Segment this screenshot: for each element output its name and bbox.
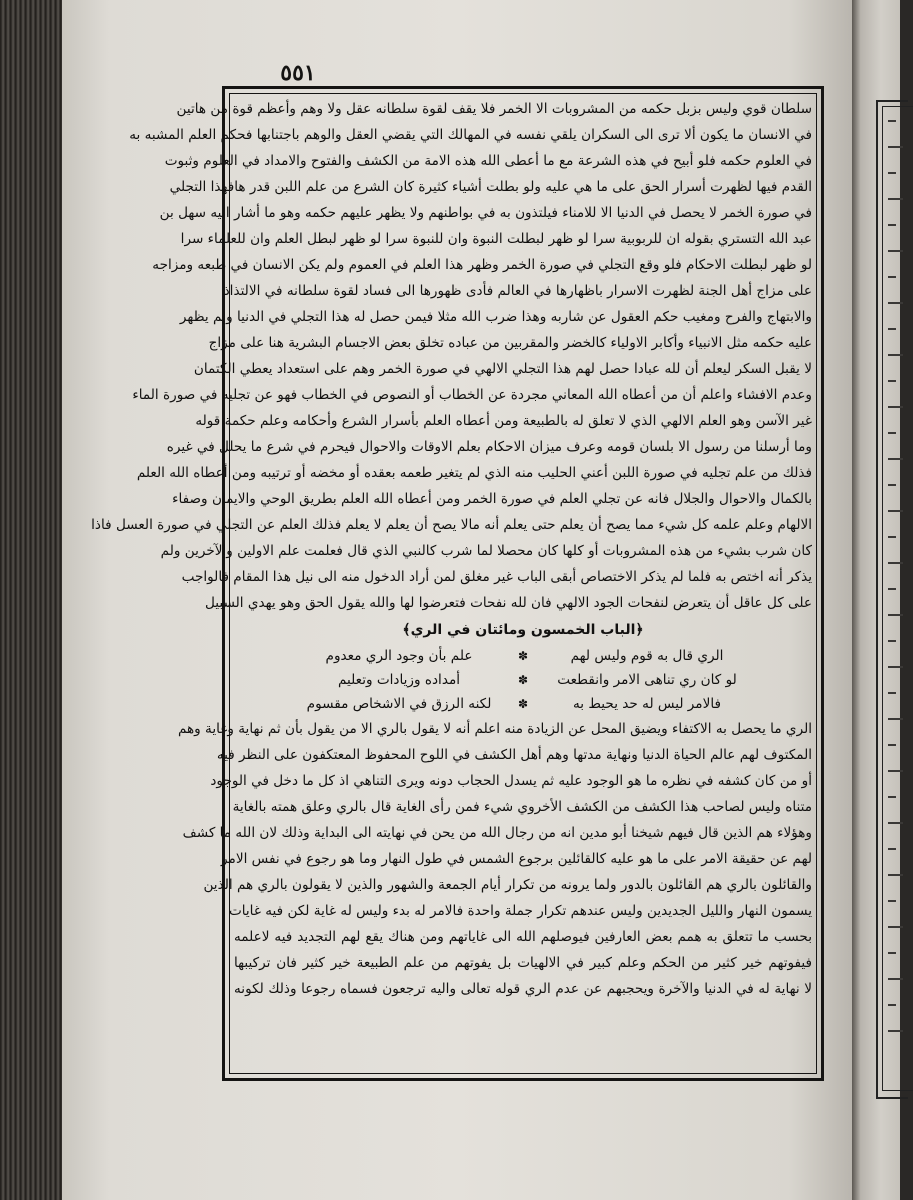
next-page-text-fragment — [888, 822, 903, 824]
body-text-part-one — [91, 96, 812, 616]
text-line: على كل عاقل أن يتعرض لنفحات الجود الالهي فان لله نفحات فتعرضوا لها والله يقول الحق وهو يهدي السبيل — [204, 595, 812, 611]
next-page-text-fragment — [888, 1004, 896, 1006]
next-page-text-fragment — [888, 484, 896, 486]
next-page-text-fragment — [888, 796, 896, 798]
next-page-frame-inner — [882, 106, 913, 1091]
next-page-text-fragment — [888, 510, 903, 512]
text-line: في العلوم حكمه فلو أبيح في هذه الشرعة مع ما أعطى الله هذه الامة من الكشف والفتوح والامداد في العلوم وثبوت — [164, 153, 812, 169]
text-line: الالهام وعلم علمه كل شيء مما يصح أن يعلم حتى يعلم أنه مالا يصح أن يعلم لا يعلم فذلك العلم عن التجلي في صورة العسل فاذا — [91, 517, 812, 533]
next-page-text-fragment — [888, 848, 896, 850]
next-page-text-fragment — [888, 250, 903, 252]
next-page-text-fragment — [888, 640, 896, 642]
next-page-text-fragment — [888, 328, 896, 330]
text-line: لهم عن حقيقة الامر على ما هو عليه كالقائلين برجوع الشمس في طول النهار وما هو رجوع في نفس الامر — [221, 851, 812, 867]
text-line: كان شرب بشيء من هذه المشروبات أو كلها كان محصلا لما شرب كالنبي الذي قال فعلمت علم الاولين والآخرين ولم — [160, 543, 812, 559]
next-page-text-fragment — [888, 146, 903, 148]
next-page-text-fragment — [888, 276, 896, 278]
next-page-text-fragment — [888, 406, 903, 408]
next-page-text-fragment — [888, 744, 896, 746]
body-text-part-two — [177, 716, 812, 1002]
text-line: لو ظهر لبطلت الاحكام فلو وقع التجلي في صورة الخمر وظهر هذا العلم في العموم ولم يكن الانسان في طبعه ومزاجه — [152, 257, 812, 273]
text-line: عليه حكمه مثل الانبياء وأكابر الاولياء كالخضر والمقربين من عباده تخلق بعض الاجسام البشرية هنا على مزاج — [208, 335, 812, 351]
text-line: وما أرسلنا من رسول الا بلسان قومه وعرف ميزان الاحكام بعلم الاوقات والاحوال فيحرم في شرع ما يحلل في غيره — [166, 439, 812, 455]
text-line: عبد الله التستري بقوله ان للربوبية سرا لو ظهر لبطلت النبوة وان للنبوة سرا لو ظهر لبطل العلم وان للعلماء سرا — [180, 231, 812, 247]
verse-second-hemistich: علم بأن وجود الري معدوم — [325, 648, 473, 664]
next-page-text-fragment — [888, 380, 896, 382]
text-line: القدم فيها لظهرت أسرار الحق على ما هي عليه ولو بطلت أشياء كثيرة كان الشرع من علم اللبن قدر هافهذا التجلي — [169, 179, 812, 195]
verse-first-hemistich: لو كان ري تناهى الامر وانقطعت — [557, 672, 737, 688]
book-edge-left — [0, 0, 70, 1200]
next-page-text-fragment — [888, 588, 896, 590]
next-page-text-fragment — [888, 198, 903, 200]
text-line: فذلك من علم تجليه في صورة اللبن أعني الحليب منه الذي لم يتغير طعمه بعقده أو مخضه أو ترتيبه ومن أعطاه الله العلم — [136, 465, 812, 481]
next-page-text-fragment — [888, 770, 903, 772]
text-line: الري ما يحصل به الاكتفاء ويضيق المحل عن الزيادة منه اعلم أنه لا يقول بالري الا من يقول بأن ثم نهاية وغاية وهم — [177, 721, 812, 737]
next-page-text-fragment — [888, 926, 903, 928]
text-line: وعدم الافشاء واعلم أن من أعطاه الله المعاني مجردة عن الخطاب أو النصوص في الخطاب فهو عن تجليه في صورة الماء — [132, 387, 812, 403]
main-text-block — [91, 96, 812, 1002]
next-page-text-fragment — [888, 978, 903, 980]
page-number: ٥٥١ — [280, 60, 316, 86]
verse-separator-icon: ✽ — [517, 649, 529, 663]
verse-first-hemistich: فالامر ليس له حد يحيط به — [573, 696, 721, 712]
text-line: بحسب ما تتعلق به همم بعض العارفين فيوصلهم الله الى غاياتهم ومن هناك يقع لهم التجديد فيه لاعلمه — [234, 929, 812, 945]
text-line: في صورة الخمر لا يحصل في الدنيا الا للامناء فيلتذون به في بواطنهم ولا يظهر عليهم حكمه وهو ما أشار اليه سهل بن — [159, 205, 812, 221]
next-page-text-fragment — [888, 172, 896, 174]
verse-line — [234, 668, 812, 692]
text-line: والابتهاج والفرح ومغيب حكم العقول عن شاربه وهذا ضرب الله مثلا فيمن حصل له هذا التجلي في الدنيا ولم يظهر — [179, 309, 812, 325]
text-line: في الانسان ما يكون ألا ترى الى السكران يلقي نفسه في المهالك التي يقضي العقل والوهم باجتنابها فحكم العلم المشبه به — [129, 127, 812, 143]
text-line: يسمون النهار والليل الجديدين وليس عندهم تكرار جملة واحدة فالامر له بدء وليس له غاية لكن فيه غايات — [228, 903, 812, 919]
text-line: بالكمال والاحوال والجلال فانه عن تجلي العلم في صورة الخمر ومن أعطاه الله العلم بطريق الوحي والايمان وصفاء — [172, 491, 812, 507]
next-page-text-fragment — [888, 458, 903, 460]
next-page-text-fragment — [888, 692, 896, 694]
verse-line — [234, 692, 812, 716]
text-line: لا نهاية له في الدنيا والآخرة ويحجبهم عن عدم الري قوله تعالى واليه ترجعون فسماه رجوعا وذلك لكونه — [234, 981, 812, 997]
text-line: فيفوتهم خير كثير من الحكم وعلم كبير في الالهيات بل يفوتهم من علم الطبيعة خير كثير فان تركيبها — [234, 955, 812, 971]
next-page-text-fragment — [888, 224, 896, 226]
next-page-text-fragment — [888, 432, 896, 434]
text-line: والقائلون بالري هم القائلون بالدور ولما يرونه من تكرار أيام الجمعة والشهور والذين لا يقولون بالري هم الذين — [203, 877, 812, 893]
text-line: يذكر أنه اختص به فلما لم يذكر الاختصاص أبقى الباب غير مغلق لمن أراد الدخول منه الى نيل هذا المقام فالواجب — [181, 569, 812, 585]
next-page-text-fragment — [888, 562, 903, 564]
verse-second-hemistich: أمداده وزيادات وتعليم — [337, 672, 461, 688]
text-line: وهؤلاء هم الذين قال فيهم شيخنا أبو مدين انه من رجال الله من يحن في نهايته الى البداية وذلك لان الله ما كشف — [182, 825, 812, 841]
text-line: المكتوف لهم عالم الحياة الدنيا ونهاية مدتها وهم أهل الكشف في اللوح المحفوظ المعتكفون على النظر فيه — [216, 747, 812, 763]
text-line: متناه وليس لصاحب هذا الكشف من الكشف الأخروي شيء فمن رأى الغاية قال بالري وعلق همته بالغاية — [232, 799, 812, 815]
next-page-text-fragment — [888, 900, 896, 902]
verse-line — [234, 644, 812, 668]
next-page-text-fragment — [888, 120, 896, 122]
poem — [234, 644, 812, 716]
next-page-text-fragment — [888, 874, 903, 876]
verse-separator-icon: ✽ — [517, 697, 529, 711]
next-page-text-fragment — [888, 536, 896, 538]
text-line: غير الآسن وهو العلم الالهي الذي لا تعلق له بالطبيعة ومن أعطاه العلم بأسرار الشرع وأحكامه وعلم حكمة قوله — [195, 413, 812, 429]
verse-first-hemistich: الري قال به قوم وليس لهم — [570, 648, 724, 664]
next-page-text-fragment — [888, 302, 903, 304]
next-page-text-fragment — [888, 614, 903, 616]
verse-second-hemistich: لكنه الرزق في الاشخاص مقسوم — [306, 696, 492, 712]
next-page-text-fragment — [888, 1030, 903, 1032]
text-line: لا يقبل السكر ليعلم أن لله عبادا حصل لهم هذا التجلي الالهي في صورة الخمر وهم على استعداد يعطي الكتمان — [193, 361, 812, 377]
next-page-text-fragment — [888, 718, 903, 720]
verse-separator-icon: ✽ — [517, 673, 529, 687]
next-page-text-fragment — [888, 354, 903, 356]
next-page-text-fragment — [888, 666, 903, 668]
next-page-text-fragment — [888, 952, 896, 954]
chapter-title: ﴿الباب الخمسون ومائتان في الري﴾ — [402, 622, 644, 638]
text-line: أو من كان كشفه في نظره ما هو الوجود عليه ثم يسدل الحجاب دونه ويرى التناهي اذ كل ما دخل في الوجود — [210, 773, 812, 789]
text-line: سلطان قوي وليس بزبل حكمه من المشروبات الا الخمر فلا يقف لقوة سلطانه عقل ولا وهم وأعظم قوة من هاتين — [176, 101, 812, 117]
text-line: على مزاج أهل الجنة لظهرت الاسرار باظهارها في العالم فأدى ظهورها الى فساد لقوة سلطانه في الالتذاذ — [223, 283, 812, 299]
